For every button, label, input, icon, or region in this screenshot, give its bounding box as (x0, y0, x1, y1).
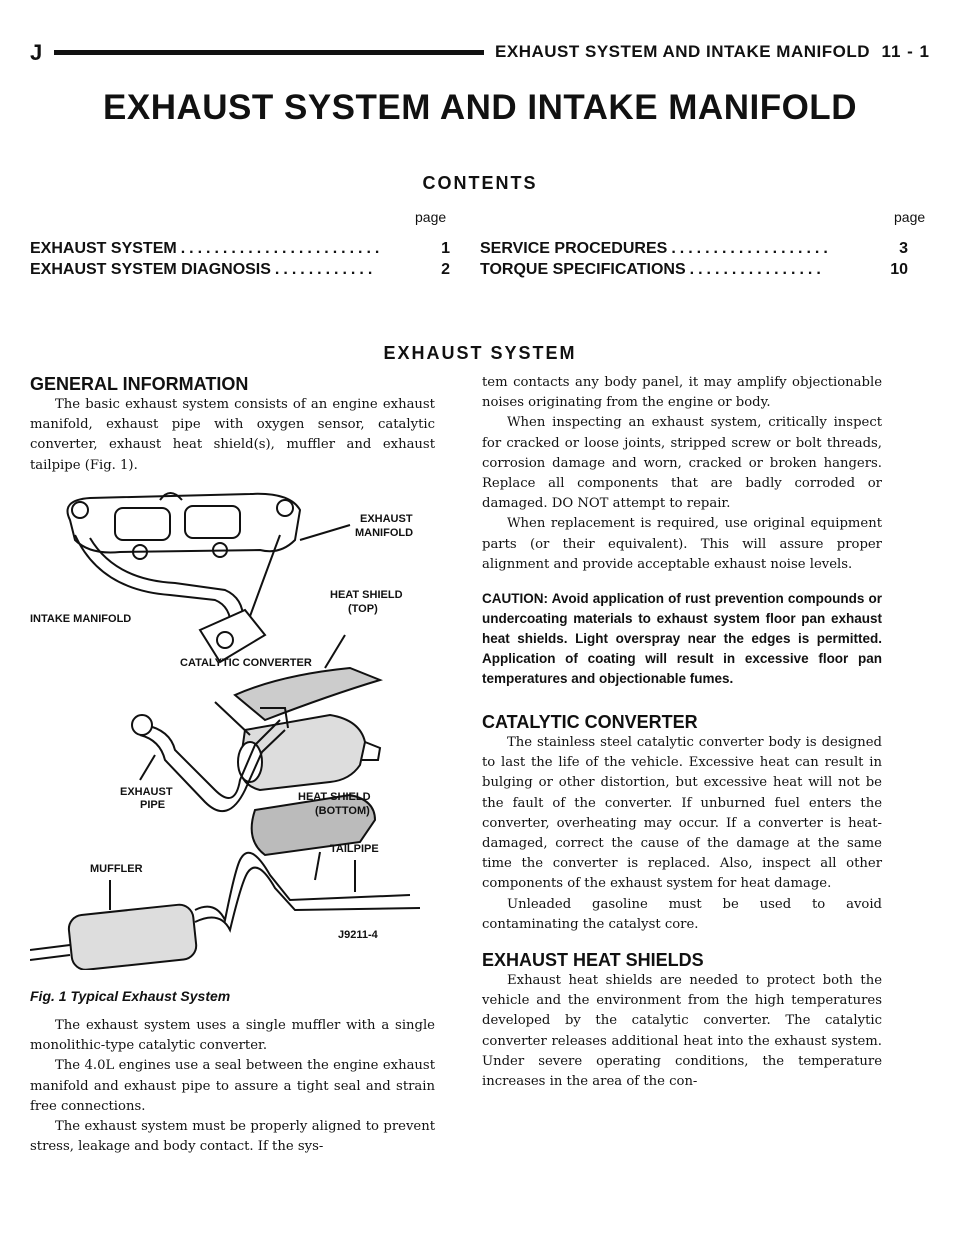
toc-entry-torque-specifications[interactable]: TORQUE SPECIFICATIONS ................ 10 (480, 261, 908, 278)
running-header (30, 40, 930, 66)
general-paragraph: The basic exhaust system consists of an engine exhaust manifold, exhaust pipe with oxygen sensor, catalytic converter, exhaust heat shield(s), muffler and exhaust tailpipe (Fig. 1). (30, 397, 435, 473)
fig-label-exhaust-manifold-2: MANIFOLD (355, 527, 414, 539)
continued-paragraph: tem contacts any body panel, it may amplify objectionable noises originating from the engine or body. (482, 375, 882, 411)
fig-label-exhaust-pipe-2: PIPE (140, 799, 166, 811)
toc-entry-service-procedures[interactable]: SERVICE PROCEDURES ................... 3 (480, 240, 908, 257)
fig-label-heat-shield-top-1: HEAT SHIELD (330, 589, 403, 601)
header-rule (54, 50, 484, 55)
toc-right (480, 240, 908, 282)
fig-label-muffler: MUFFLER (90, 863, 143, 875)
catalytic-converter-heading: CATALYTIC CONVERTER (482, 712, 698, 733)
fig-label-intake-manifold: INTAKE MANIFOLD (30, 613, 132, 625)
fig-label-exhaust-pipe-1: EXHAUST (120, 786, 173, 798)
general-information-heading: GENERAL INFORMATION (30, 374, 249, 394)
heat-shields-paragraph: Exhaust heat shields are needed to protect both the vehicle and the environment from the high temperatures developed by the catalytic converter. The catalytic converter releases additional heat into the exhaust system. Under severe operating conditions, the temperature increases in the area of the con- (482, 973, 882, 1090)
fig-label-heat-shield-bottom-1: HEAT SHIELD (298, 791, 371, 803)
fig-label-tailpipe: TAILPIPE (330, 843, 379, 855)
catalytic-converter-paragraph: The stainless steel catalytic converter body is designed to last the life of the vehicle. Excessive heat can result in bulging or other distortion, but excessive heat will not be the fault of the converter. If unburned fuel enters the converter, overheating may occur. If a converter is heat-damaged, correct the cause of the damage at the same time the converter is replaced. Also, inspect all other components of the exhaust system for heat damage. (482, 735, 882, 892)
fig-label-exhaust-manifold-1: EXHAUST (360, 513, 413, 525)
exhaust-manifold-shape (68, 494, 301, 553)
contents-heading: CONTENTS (422, 173, 538, 193)
header-title: EXHAUST SYSTEM AND INTAKE MANIFOLD (495, 42, 870, 61)
fig-label-figure-id: J9211-4 (338, 929, 378, 941)
figure-exhaust-system (30, 480, 435, 970)
seal-paragraph: The 4.0L engines use a seal between the engine exhaust manifold and exhaust pipe to assure a tight seal and strain free connections. (30, 1058, 435, 1114)
left-column-top (30, 373, 435, 476)
toc-page-label-left: page (415, 209, 447, 225)
figure-caption: Fig. 1 Typical Exhaust System (30, 988, 231, 1004)
caution-paragraph: CAUTION: Avoid application of rust prevention compounds or undercoating materials to exhaust system floor pan exhaust heat shields. Light overspray near the edges is permitted. Application of coating will result in excessive floor pan temperatures and objectionable fumes. (482, 591, 882, 687)
inspection-paragraph: When inspecting an exhaust system, critically inspect for cracked or loose joints, stripped screw or bolt threads, corrosion damage and worn, cracked or broken hangers. Replace all components that are badly corroded or damaged. DO NOT attempt to repair. (482, 415, 882, 512)
replacement-paragraph: When replacement is required, use original equipment parts (or their equivalent). This will assure proper alignment and provide acceptable exhaust noise levels. (482, 516, 882, 572)
right-column (482, 373, 882, 1092)
section-heading: EXHAUST SYSTEM (383, 343, 577, 363)
exhaust-system-diagram (30, 480, 435, 970)
fig-label-catalytic-converter: CATALYTIC CONVERTER (180, 657, 312, 669)
unleaded-paragraph: Unleaded gasoline must be used to avoid contaminating the catalyst core. (482, 896, 882, 932)
fig-label-heat-shield-top-2: (TOP) (348, 603, 378, 615)
muffler-paragraph: The exhaust system uses a single muffler with a single monolithic-type catalytic converter. (30, 1018, 435, 1054)
page-number: 11 - 1 (881, 42, 930, 61)
toc-left (30, 240, 450, 282)
page-title: EXHAUST SYSTEM AND INTAKE MANIFOLD (103, 88, 857, 127)
fig-label-heat-shield-bottom-2: (BOTTOM) (315, 805, 370, 817)
toc-page-label-right: page (894, 209, 926, 225)
header-letter: J (30, 40, 43, 65)
alignment-paragraph: The exhaust system must be properly aligned to prevent stress, leakage and body contact. If the sys- (30, 1119, 435, 1155)
exhaust-heat-shields-heading: EXHAUST HEAT SHIELDS (482, 950, 704, 971)
toc-entry-exhaust-system[interactable]: EXHAUST SYSTEM ........................ 1 (30, 240, 450, 257)
left-column-bottom (30, 1016, 435, 1157)
toc-entry-exhaust-system-diagnosis[interactable]: EXHAUST SYSTEM DIAGNOSIS ............ 2 (30, 261, 450, 278)
